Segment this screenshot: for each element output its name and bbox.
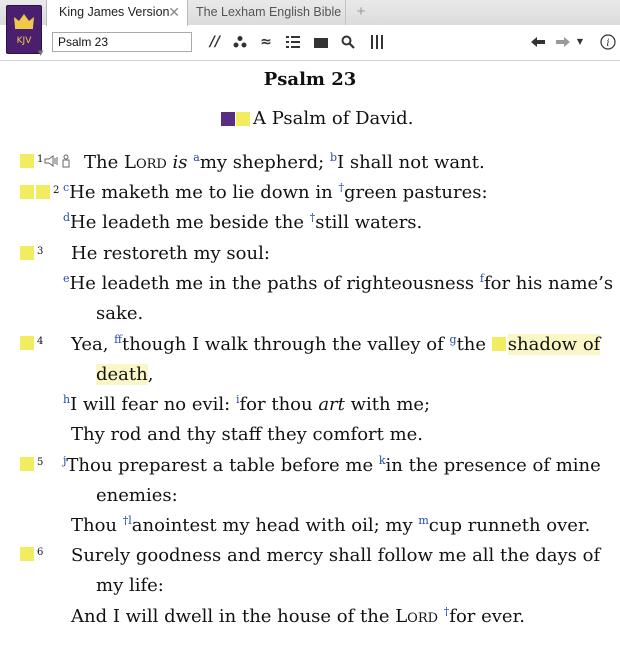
verse-3-line-2: $^e$He leadeth me in the paths of righteousness $^f$for his name’s bbox=[63, 272, 614, 294]
verse-3-line-1: He restoreth my soul: bbox=[71, 243, 270, 264]
verse-6-line-1: Surely goodness and mercy shall follow me all the days of bbox=[71, 545, 601, 566]
psalm-title: Psalm 23 bbox=[263, 69, 357, 90]
cross-reference-link[interactable]: j bbox=[63, 454, 67, 467]
verse-1: The Lord is $^a$my shepherd; $^b$I shall not want. bbox=[84, 151, 485, 173]
note-icon[interactable] bbox=[236, 112, 250, 126]
tab-label: King James Version bbox=[59, 5, 170, 19]
tab-lexham-english-bible[interactable] bbox=[188, 0, 346, 25]
tab-label: The Lexham English Bible bbox=[196, 5, 342, 19]
dropdown-icon[interactable]: ▼ bbox=[576, 37, 584, 46]
cross-reference-link[interactable]: i bbox=[235, 393, 240, 406]
verse-number: 2 bbox=[53, 185, 60, 196]
cross-reference-link[interactable]: a bbox=[193, 151, 200, 164]
forward-icon[interactable] bbox=[555, 32, 571, 52]
highlighted-text: shadow of bbox=[507, 334, 601, 355]
cross-reference-link[interactable]: e bbox=[63, 272, 70, 285]
footnote-link[interactable]: † bbox=[309, 211, 316, 224]
cross-reference-link[interactable]: b bbox=[329, 151, 338, 164]
purple-note-icon[interactable] bbox=[221, 112, 235, 126]
visual-filter-icon[interactable] bbox=[232, 32, 248, 52]
verse-number: 1 bbox=[37, 154, 44, 165]
tab-bar bbox=[0, 0, 620, 26]
panel-icon[interactable] bbox=[313, 32, 329, 52]
verse-number: 4 bbox=[37, 336, 44, 347]
cross-reference-link[interactable]: h bbox=[63, 393, 71, 406]
note-icon[interactable] bbox=[20, 457, 34, 471]
verse-number: 6 bbox=[37, 547, 44, 558]
add-tab-icon[interactable]: + bbox=[356, 3, 366, 20]
book-badge-label: KJV bbox=[16, 36, 32, 46]
verse-4-line-4: Thy rod and thy staff they comfort me. bbox=[71, 424, 424, 445]
highlighted-text: death bbox=[96, 364, 148, 385]
note-icon[interactable] bbox=[36, 185, 50, 199]
passage-view bbox=[0, 61, 620, 659]
note-icon[interactable] bbox=[20, 154, 34, 168]
note-icon[interactable] bbox=[492, 337, 506, 351]
superscription: A Psalm of David. bbox=[253, 108, 414, 129]
verse-5-line-1: $^j$Thou preparest a table before me $^k$in the presence of mine bbox=[63, 454, 601, 476]
note-icon[interactable] bbox=[20, 246, 34, 260]
verse-6-line-2: my life: bbox=[96, 575, 164, 596]
verse-number: 3 bbox=[37, 246, 44, 257]
verse-4-line-3: $^h$I will fear no evil: $^i$for thou art with me; bbox=[63, 393, 431, 415]
note-icon[interactable] bbox=[20, 185, 34, 199]
info-icon[interactable] bbox=[599, 32, 617, 52]
verse-6-line-3: And I will dwell in the house of the Lord †for ever. bbox=[71, 605, 525, 627]
verse-5-line-3: Thou $^{\dagger l}$anointest my head with oil; my $^m$cup runneth over. bbox=[71, 514, 591, 536]
back-icon[interactable] bbox=[530, 32, 546, 52]
svg-text:i: i bbox=[606, 38, 610, 49]
close-tab-icon[interactable]: ✕ bbox=[168, 4, 180, 20]
search-icon[interactable] bbox=[340, 32, 356, 52]
tab-king-james-version[interactable] bbox=[46, 0, 188, 26]
inline-icon[interactable]: ≈ bbox=[260, 34, 272, 50]
cross-reference-link[interactable]: k bbox=[378, 454, 386, 467]
toolbar bbox=[0, 25, 620, 61]
crown-icon bbox=[13, 12, 35, 30]
parallel-icon[interactable]: // bbox=[209, 34, 221, 50]
verse-5-line-2: enemies: bbox=[96, 485, 178, 506]
note-icon[interactable] bbox=[20, 336, 34, 350]
note-icon[interactable] bbox=[20, 547, 34, 561]
cross-reference-link[interactable]: ff bbox=[114, 333, 122, 346]
cross-reference-link[interactable]: d bbox=[63, 211, 71, 224]
footnote-link[interactable]: † bbox=[338, 181, 344, 194]
footnote-link[interactable]: †l bbox=[122, 514, 132, 527]
reference-input[interactable] bbox=[52, 32, 192, 52]
footnote-link[interactable]: † bbox=[443, 605, 450, 618]
verse-2-line-1: $^c$He maketh me to lie down in †green pastures: bbox=[63, 181, 488, 203]
cross-reference-link[interactable]: m bbox=[418, 514, 429, 527]
cross-reference-link[interactable]: g bbox=[449, 333, 457, 346]
cross-reference-link[interactable]: f bbox=[479, 272, 484, 285]
verse-4-line-2: death, bbox=[96, 364, 154, 385]
columns-icon[interactable] bbox=[368, 32, 386, 52]
audio-and-person-icons[interactable] bbox=[44, 154, 84, 168]
verse-4-line-1: Yea, $^{ff}$though I walk through the valley of $^g$the shadow of bbox=[71, 333, 601, 355]
verse-3-line-3: sake. bbox=[96, 303, 144, 324]
book-menu-arrow-icon[interactable]: ▼ bbox=[38, 49, 44, 57]
book-badge-kjv[interactable] bbox=[6, 5, 42, 54]
verse-number: 5 bbox=[37, 457, 44, 468]
verse-2-line-2: $^d$He leadeth me beside the †still waters. bbox=[63, 211, 423, 233]
cross-reference-link[interactable]: c bbox=[63, 181, 70, 194]
text-display-icon[interactable] bbox=[285, 32, 301, 52]
